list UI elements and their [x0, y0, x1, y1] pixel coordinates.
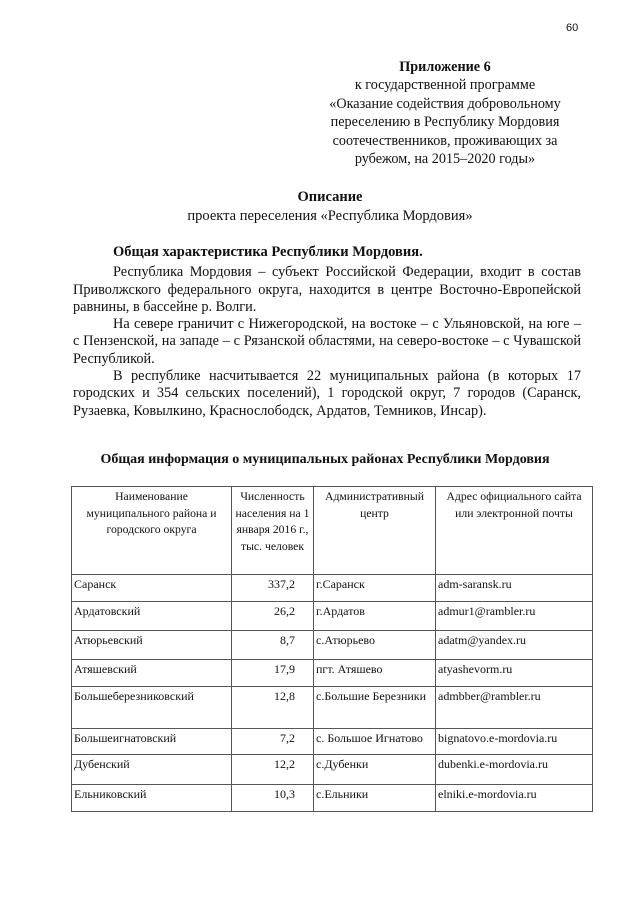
cell-site: admur1@rambler.ru: [436, 602, 593, 631]
cell-name: Атюрьевский: [72, 631, 232, 660]
appendix-line: к государственной программе: [354, 77, 536, 94]
cell-site: adm-saransk.ru: [436, 575, 593, 602]
paragraph: В республике насчитывается 22 муниципальных района (в которых 17 городских и 354 сельских поселений), 1 городской округ, 7 городов (Саранск, Рузаевка, Ковылкино, Краснослободск, Ардатов, Темников, Инсар).: [73, 368, 581, 419]
header-site: Адрес официального сайта или электронной почты: [436, 487, 593, 575]
cell-population: 10,3: [232, 785, 314, 812]
cell-center: с.Дубенки: [314, 755, 436, 785]
table-header-row: [72, 487, 593, 575]
cell-center: г.Саранск: [314, 575, 436, 602]
cell-population: 17,9: [232, 660, 314, 687]
cell-population: 8,7: [232, 631, 314, 660]
cell-center: с.Ельники: [314, 785, 436, 812]
cell-site: dubenki.e-mordovia.ru: [436, 755, 593, 785]
districts-table: [71, 486, 593, 812]
header-center: Административный центр: [314, 487, 436, 575]
page-number: 60: [566, 22, 579, 34]
table-row: [72, 687, 593, 729]
cell-site: adatm@yandex.ru: [436, 631, 593, 660]
cell-name: Ардатовский: [72, 602, 232, 631]
cell-population: 337,2: [232, 575, 314, 602]
table-row: [72, 660, 593, 687]
table-title: Общая информация о муниципальных районах Республики Мордовия: [100, 452, 550, 467]
cell-population: 26,2: [232, 602, 314, 631]
cell-name: Ельниковский: [72, 785, 232, 812]
paragraph: Республика Мордовия – субъект Российской Федерации, входит в состав Приволжского федерального округа, находится в центре Восточно-Европейской равнины, в бассейне р. Волги.: [73, 264, 581, 315]
table-row: [72, 575, 593, 602]
paragraph: На севере граничит с Нижегородской, на востоке – с Ульяновской, на юге – с Пензенской, на западе – с Рязанской областями, на северо-востоке – с Чувашской Республикой.: [73, 316, 581, 367]
description-block: [80, 188, 580, 225]
cell-name: Дубенский: [72, 755, 232, 785]
cell-site: elniki.e-mordovia.ru: [436, 785, 593, 812]
table-row: [72, 631, 593, 660]
table-row: [72, 785, 593, 812]
description-subtitle: проекта переселения «Республика Мордовия»: [187, 207, 473, 224]
section-heading: Общая характеристика Республики Мордовия.: [113, 244, 423, 260]
table-row: [72, 729, 593, 755]
cell-name: Большеигнатовский: [72, 729, 232, 755]
cell-name: Саранск: [72, 575, 232, 602]
cell-population: 12,8: [232, 687, 314, 729]
cell-site: atyashevorm.ru: [436, 660, 593, 687]
appendix-block: [300, 58, 590, 168]
appendix-line: «Оказание содействия добровольному: [329, 95, 561, 112]
appendix-line: переселению в Республику Мордовия: [330, 114, 560, 131]
cell-center: с. Большое Игнатово: [314, 729, 436, 755]
appendix-title: Приложение 6: [399, 59, 491, 75]
table-row: [72, 602, 593, 631]
header-name: Наименование муниципального района и городского округа: [72, 487, 232, 575]
header-population: Численность населения на 1 января 2016 г., тыс. человек: [232, 487, 314, 575]
appendix-line: соотечественников, проживающих за: [332, 132, 558, 149]
general-characteristics: [73, 244, 581, 420]
cell-center: пгт. Атяшево: [314, 660, 436, 687]
cell-center: с.Большие Березники: [314, 687, 436, 729]
cell-center: с.Атюрьево: [314, 631, 436, 660]
cell-population: 7,2: [232, 729, 314, 755]
cell-site: admbber@rambler.ru: [436, 687, 593, 729]
cell-name: Атяшевский: [72, 660, 232, 687]
cell-population: 12,2: [232, 755, 314, 785]
cell-site: bignatovo.e-mordovia.ru: [436, 729, 593, 755]
cell-center: г.Ардатов: [314, 602, 436, 631]
appendix-line: рубежом, на 2015–2020 годы»: [354, 151, 536, 168]
cell-name: Большеберезниковский: [72, 687, 232, 729]
table-row: [72, 755, 593, 785]
description-title: Описание: [297, 189, 363, 205]
